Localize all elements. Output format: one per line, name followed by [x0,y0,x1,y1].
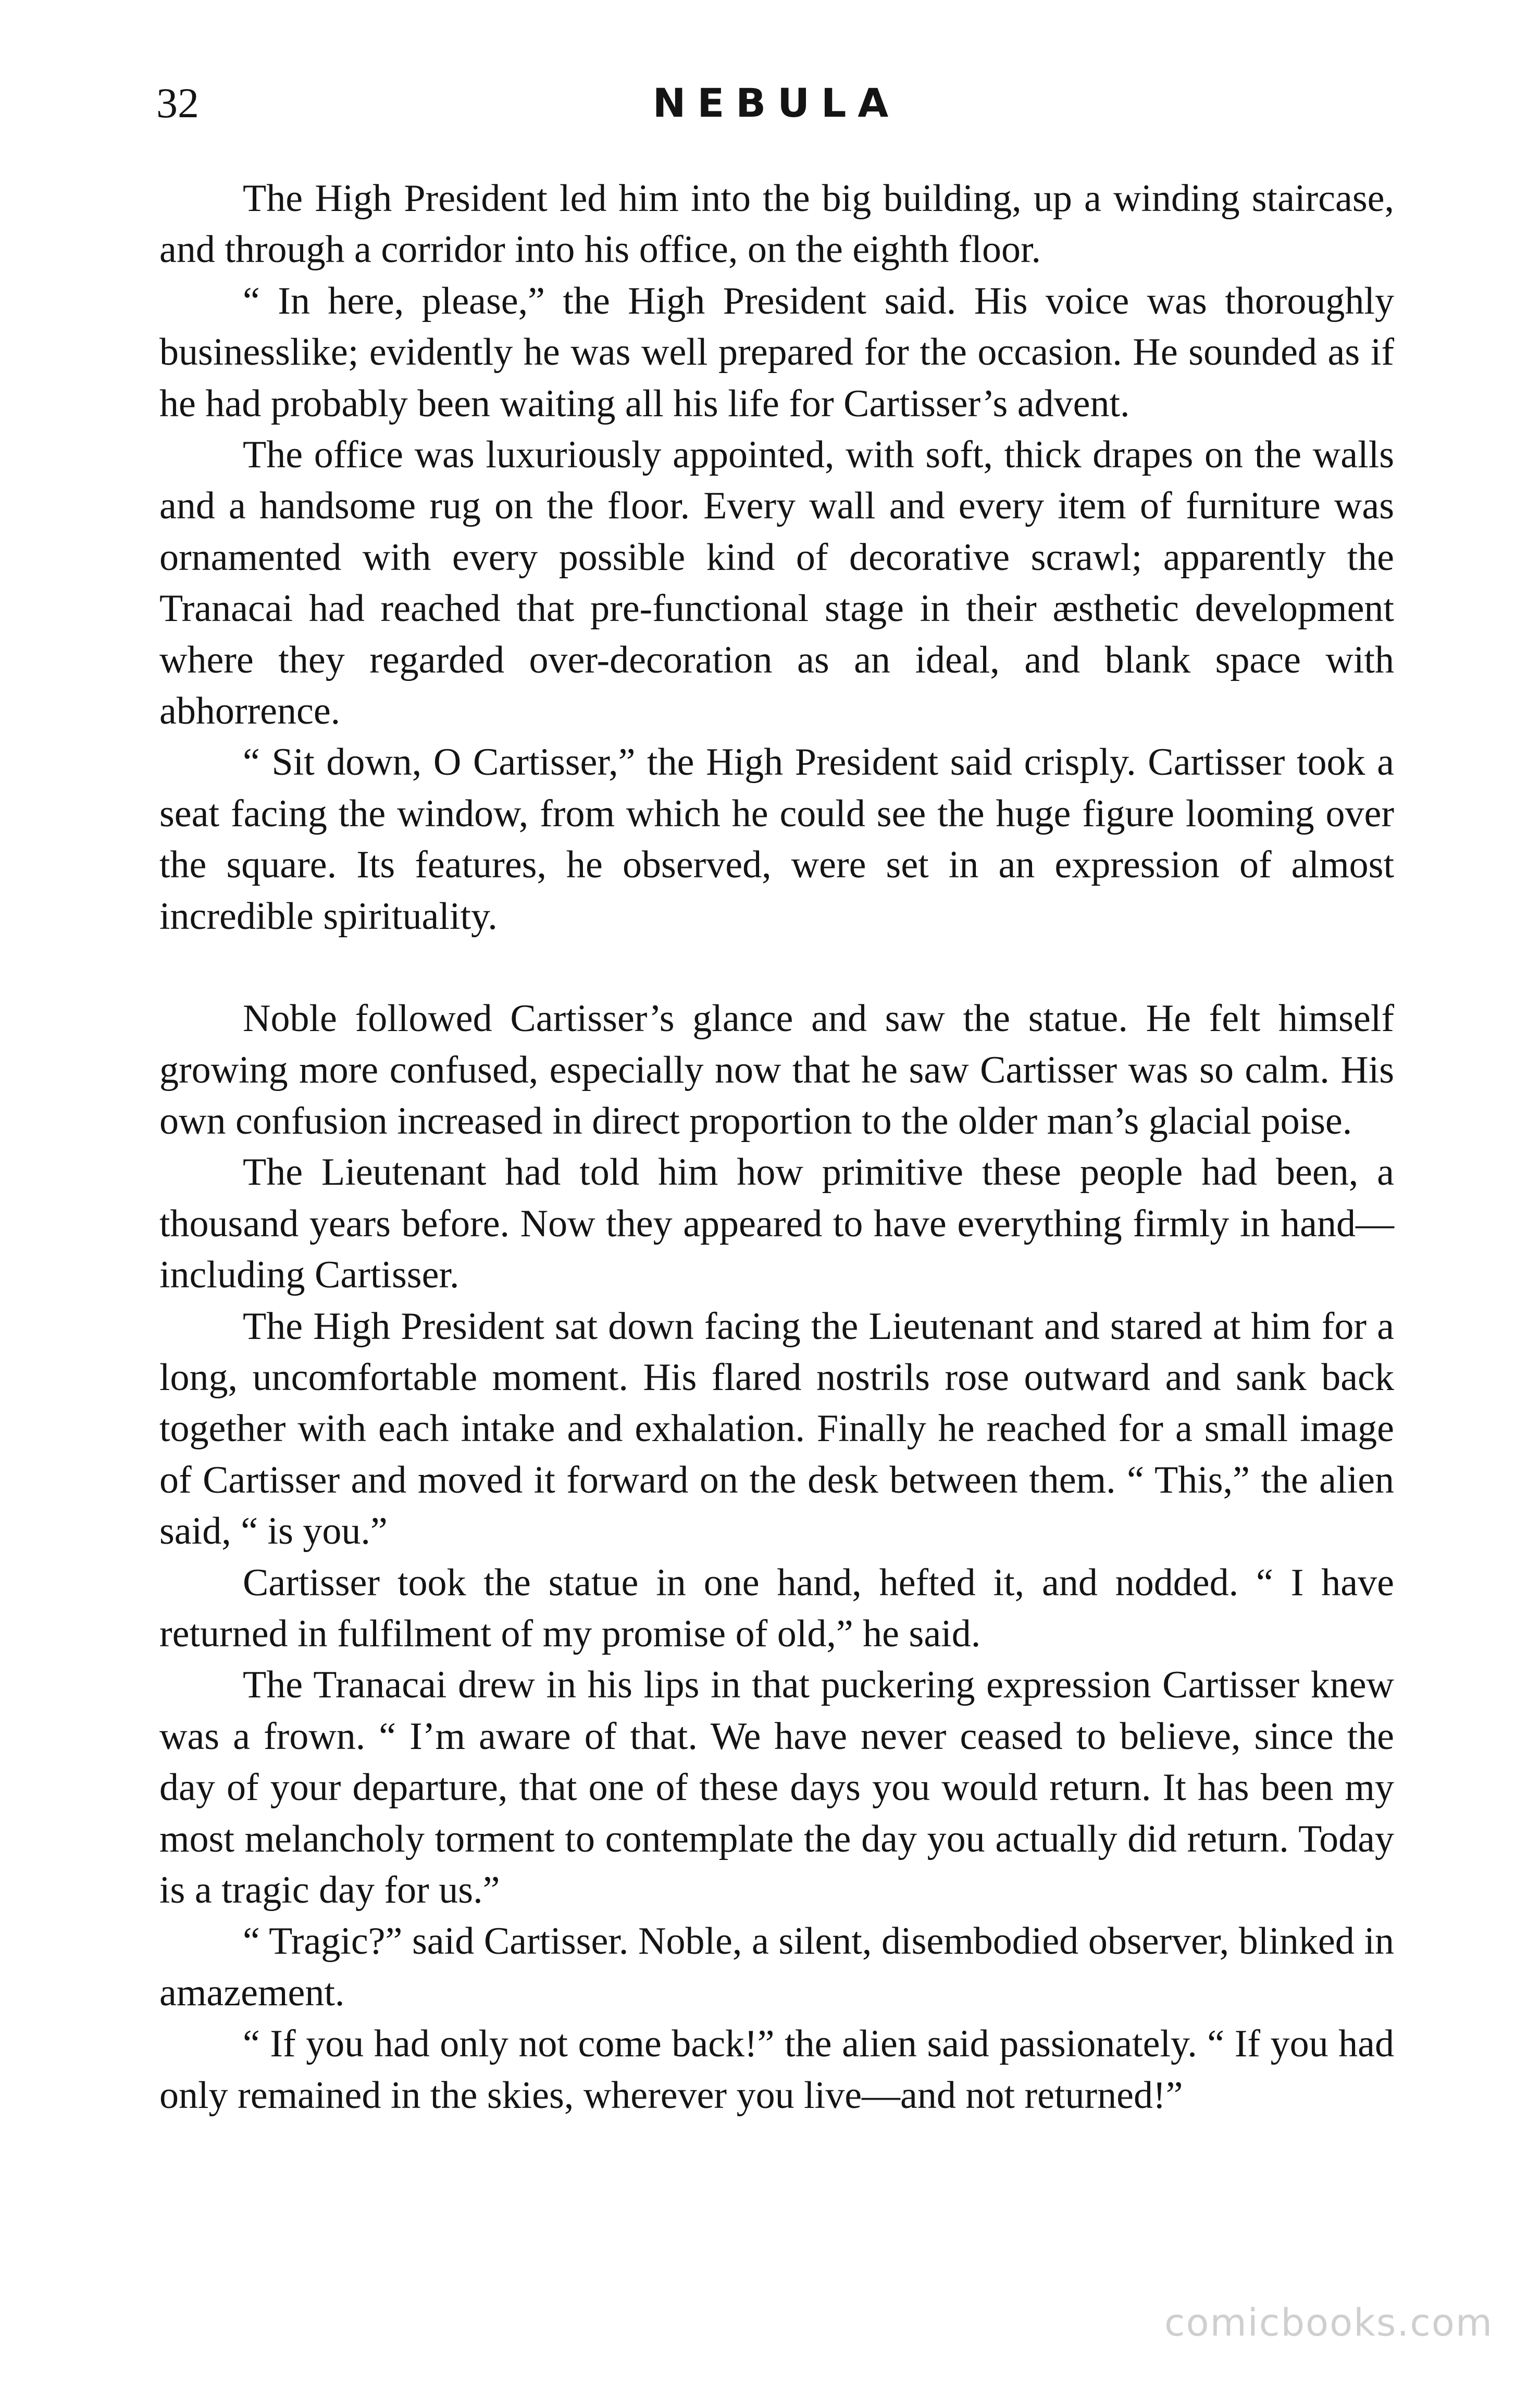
page-header [156,67,1396,140]
paragraph: The High President led him into the big building, up a winding staircase, and through a corridor into his office, on the eighth floor. [159,177,1394,271]
watermark: comicbooks.com [1164,2301,1493,2344]
paragraph: Cartisser took the statue in one hand, hefted it, and nodded. “ I have returned in fulfilment of my promise of old,” he said. [159,1561,1394,1655]
paragraph: Noble followed Cartisser’s glance and saw the statue. He felt himself growing more confused, especially now that he saw Cartisser was so calm. His own confusion increased in direct proportion to the older man’s glacial poise. [159,997,1394,1143]
paragraph: The office was luxuriously appointed, with soft, thick drapes on the walls and a handsome rug on the floor. Every wall and every item of furniture was ornamented with every possible kind of decorative scrawl; apparently the Tranacai had reached that pre-functional stage in their æsthetic development where they regarded over-decoration as an ideal, and blank space with abhorrence. [159,433,1394,733]
paragraph: The High President sat down facing the Lieutenant and stared at him for a long, uncomfortable moment. His flared nostrils rose outward and sank back together with each intake and exhalation. Finally he reached for a small image of Cartisser and moved it forward on the desk between them. “ This,” the alien said, “ is you.” [159,1305,1394,1553]
paragraph: The Tranacai drew in his lips in that puckering expression Cartisser knew was a frown. “ I’m aware of that. We have never ceased to believe, since the day of your departure, that one of these days you would return. It has been my most melancholy torment to contemplate the day you actually did return. Today is a tragic day for us.” [159,1664,1394,1912]
running-title: NEBULA [652,80,900,126]
paragraph: “ In here, please,” the High President said. His voice was thoroughly businesslike; evidently he was well prepared for the occasion. He sounded as if he had probably been waiting all his life for Cartisser’s advent. [159,279,1394,425]
paragraph: “ If you had only not come back!” the alien said passionately. “ If you had only remained in the skies, wherever you live—and not returned!” [159,2023,1394,2117]
paragraph: “ Sit down, O Cartisser,” the High President said crisply. Cartisser took a seat facing the window, from which he could see the huge figure looming over the square. Its features, he observed, were set in an expression of almost incredible spirituality. [159,741,1394,938]
page-number: 32 [156,79,199,127]
paragraph: “ Tragic?” said Cartisser. Noble, a silent, disembodied observer, blinked in amazement. [159,1920,1394,2014]
paragraph: The Lieutenant had told him how primitive these people had been, a thousand years before. Now they appeared to have everything firmly in hand—including Cartisser. [159,1151,1394,1297]
body-text [159,173,1394,2121]
